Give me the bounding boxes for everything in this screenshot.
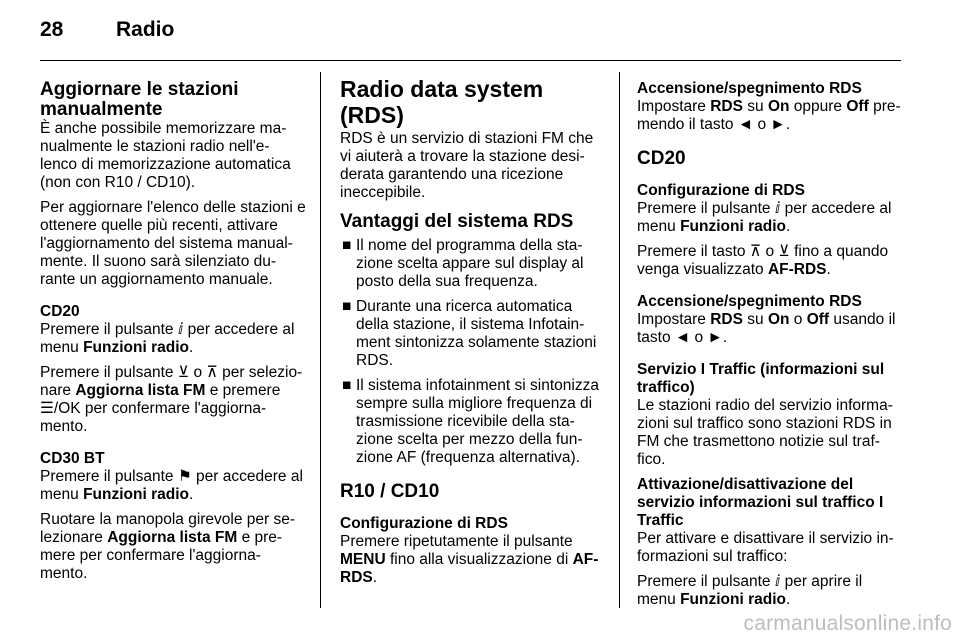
subheading: Accensione/spegnimento RDS xyxy=(637,80,862,97)
paragraph: Impostare RDS su On oppure Off pre-mendo il tasto ◄ o ►. xyxy=(637,98,901,133)
paragraph: Per attivare e disattivare il servizio in-formazioni sul traffico: xyxy=(637,530,894,565)
paragraph: Premere il pulsante ⚑ per accedere al menu Funzioni radio. xyxy=(40,468,303,503)
column-1 xyxy=(40,80,306,590)
column-divider xyxy=(320,72,321,608)
radio-func-icon: ⚑ xyxy=(177,468,192,485)
down-arrow-icon: ⊻ xyxy=(778,243,790,260)
bullet-icon: ■ xyxy=(342,298,352,315)
subheading: Configurazione di RDS xyxy=(637,182,805,199)
bullet-icon: ■ xyxy=(342,377,352,394)
menu-icon: ☰ xyxy=(40,400,54,417)
bullet-list xyxy=(340,237,606,467)
page-number: 28 xyxy=(40,18,64,41)
list-item: ■ Il sistema infotainment si sintonizza sempre sulla migliore frequenza di trasmissione ricevibile della sta-zione scelta per mezzo della fun-zione AF (frequenza alternativa). xyxy=(342,377,599,466)
info-icon: ⅈ xyxy=(774,573,781,590)
subheading-r10: R10 / CD10 xyxy=(340,481,440,502)
subheading-cd30: CD30 BT xyxy=(40,450,105,467)
subheading: Accensione/spegnimento RDS xyxy=(637,293,862,310)
up-arrow-icon: ⊼ xyxy=(206,364,218,381)
down-arrow-icon: ⊻ xyxy=(177,364,190,381)
paragraph: Le stazioni radio del servizio informa-zioni sul traffico sono stazioni RDS in FM che trasmettono notizie sul traf-fico. xyxy=(637,397,893,468)
column-2 xyxy=(340,76,606,594)
paragraph: Premere ripetutamente il pulsante MENU fino alla visualizzazione di AF-RDS. xyxy=(340,533,599,586)
watermark: carmanualsonline.info xyxy=(743,612,952,635)
paragraph: Premere il pulsante ⊻ o ⊼ per selezio-nare Aggiorna lista FM e premere ☰/OK per confermare l'aggiorna-mento. xyxy=(40,364,303,435)
paragraph: Premere il pulsante ⅈ per aprire il menu Funzioni radio. xyxy=(637,573,863,608)
paragraph: È anche possibile memorizzare ma-nualmente le stazioni radio nell'e-lenco di memorizzazione automatica (non con R10 / CD10). xyxy=(40,120,291,191)
column-3 xyxy=(637,80,903,616)
subheading-cd20: CD20 xyxy=(637,148,686,169)
column-divider xyxy=(619,72,620,608)
info-icon: ⅈ xyxy=(177,321,184,338)
subheading: Servizio I Traffic (informazioni sul traffico) xyxy=(637,361,885,396)
info-icon: ⅈ xyxy=(774,200,781,217)
paragraph: Premere il pulsante ⅈ per accedere al menu Funzioni radio. xyxy=(40,321,295,356)
paragraph: Impostare RDS su On o Off usando il tasto ◄ o ►. xyxy=(637,311,896,346)
paragraph: Premere il tasto ⊼ o ⊻ fino a quando venga visualizzato AF-RDS. xyxy=(637,243,889,278)
subheading: Configurazione di RDS xyxy=(340,515,508,532)
up-arrow-icon: ⊼ xyxy=(749,243,762,260)
page-title: Radio xyxy=(116,18,175,41)
subheading-cd20: CD20 xyxy=(40,303,80,320)
paragraph: RDS è un servizio di stazioni FM che vi aiuterà a trovare la stazione desi-derata garantendo una ricezione ineccepibile. xyxy=(340,130,594,201)
paragraph: Ruotare la manopola girevole per se-lezionare Aggiorna lista FM e pre-mere per confermare l'aggiorna-mento. xyxy=(40,511,296,582)
header-rule xyxy=(40,60,901,61)
paragraph: Per aggiornare l'elenco delle stazioni e ottenere quelle più recenti, attivare l'aggiornamento del sistema manual-mente. Il suono sarà silenziato du-rante un aggiornamento manuale. xyxy=(40,199,306,288)
section-heading: Aggiornare le stazioni manualmente xyxy=(40,79,239,120)
subheading: Attivazione/disattivazione del servizio informazioni sul traffico I Traffic xyxy=(637,476,884,529)
list-item: ■ Il nome del programma della sta-zione scelta appare sul display al posto della sua frequenza. xyxy=(342,237,584,290)
subheading: Vantaggi del sistema RDS xyxy=(340,211,574,232)
section-heading: Radio data system (RDS) xyxy=(340,76,544,128)
bullet-icon: ■ xyxy=(342,237,352,254)
paragraph: Premere il pulsante ⅈ per accedere al menu Funzioni radio. xyxy=(637,200,892,235)
list-item: ■ Durante una ricerca automatica della stazione, il sistema Infotain-ment sintonizza solamente stazioni RDS. xyxy=(342,298,597,369)
